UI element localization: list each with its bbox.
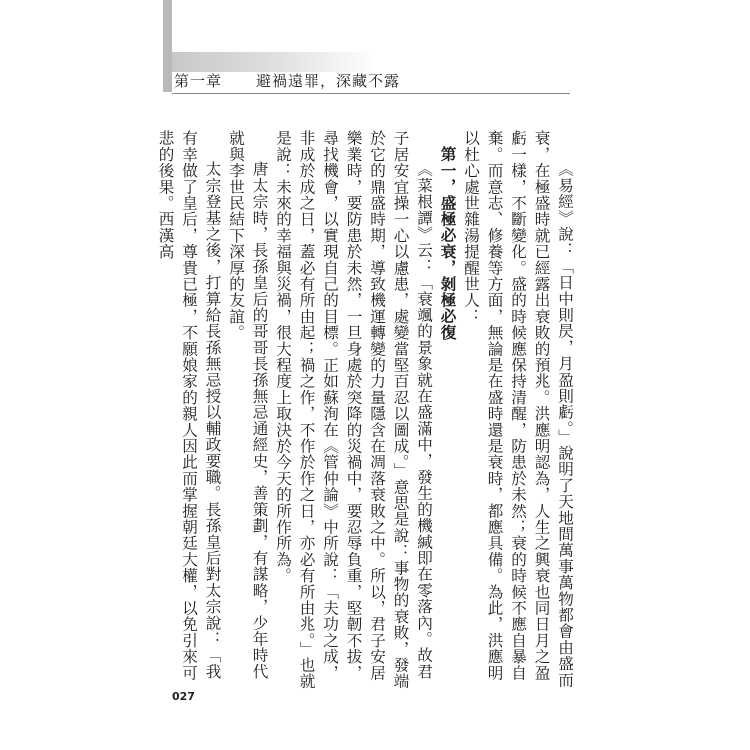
paragraph-tang-taizong: 唐太宗時，長孫皇后的哥哥長孫無忌通經史，善策劃，有謀略，少年時代就與李世民結下深厚的友誼。 <box>227 130 269 680</box>
running-header-title: 避禍遠罪，深藏不露 <box>256 72 401 90</box>
margin-rule <box>163 0 172 92</box>
paragraph-caigentan: 《菜根譚》云：「衰颯的景象就在盛滿中，發生的機緘即在零落內。故君子居安宜操一心以慮患，處變當堅百忍以圖成。」意思是說：事物的衰敗，發端於它的鼎盛時期，導致機運轉變的力量隱含在凋落衰敗之中。所以，君子安居樂業時，要防患於未然，一旦身處於突降的災禍中，要忍辱負重，堅韌不拔，尋找機會，以實現自己的目標。正如蘇洵在《管仲論》中所說：「夫功之成，非成於成之日，蓋必有所由起；禍之作，不作於作之日，亦必有所由兆。」也就是說：未來的幸福與災禍，很大程度上取決於今天的所作所為。 <box>274 130 433 690</box>
body-text-column <box>156 130 576 690</box>
header-underline <box>172 93 570 94</box>
running-header-chapter: 第一章 <box>174 72 223 90</box>
paragraph-yijing: 《易經》說：「日中則昃，月盈則虧。」說明了天地間萬事萬物都會由盛而衰，在極盛時就已經露出衰敗的預兆。洪應明認為，人生之興衰也同日月之盈虧一樣，不斷變化。盛的時候應保持清醒，防患於未然；衰的時候不應自暴自棄。而意志、修養等方面，無論是在盛時還是衰時，都應具備。為此，洪應明以杜心處世雜湯提醒世人： <box>462 130 574 688</box>
header-gradient-block <box>172 52 377 72</box>
section-heading: 第一，盛極必衰，剝極必復 <box>438 145 457 340</box>
paragraph-taizong-accession: 太宗登基之後，打算給長孫無忌授以輔政要職。長孫皇后對太宗說：「我有幸做了皇后，尊貴已極，不願娘家的親人因此而掌握朝廷大權，以免引來可悲的後果。西漢高 <box>156 130 222 681</box>
page-number: 027 <box>172 690 195 703</box>
